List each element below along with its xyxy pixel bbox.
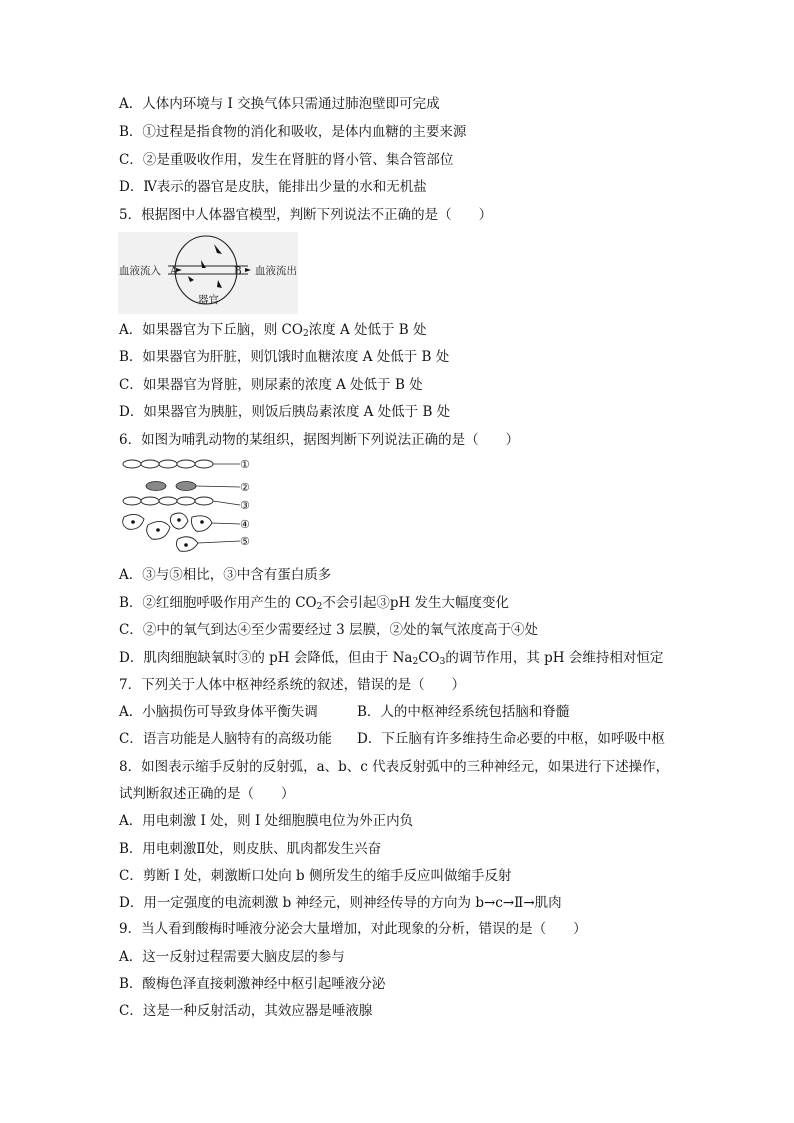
q8-option-a: A．用电刺激 I 处，则 I 处细胞膜电位为外正内负	[119, 813, 414, 829]
outflow-label: 血液流出	[255, 265, 297, 277]
inflow-label: 血液流入	[119, 265, 161, 277]
point-b-label: B	[234, 265, 242, 277]
q8-option-d: D．用一定强度的电流刺激 b 神经元，则神经传导的方向为 b→c→Ⅱ→肌肉	[119, 895, 562, 911]
q7-option-c: C．语言功能是人脑特有的高级功能	[119, 731, 332, 747]
organ-model-diagram	[118, 232, 298, 314]
q8-stem-line2: 试判断叙述正确的是（ ）	[119, 786, 295, 802]
q7-option-d: D．下丘脑有许多维持生命必要的中枢，如呼吸中枢	[357, 731, 665, 747]
label-5: ⑤	[240, 535, 250, 548]
organ-model-figure	[118, 232, 298, 314]
q5-option-c: C．如果器官为肾脏，则尿素的浓度 A 处低于 B 处	[119, 377, 423, 393]
label-1: ①	[240, 458, 250, 471]
organ-label: 器官	[198, 294, 219, 306]
q9-option-a: A．这一反射过程需要大脑皮层的参与	[119, 949, 345, 965]
q4-option-b: B．①过程是指食物的消化和吸收，是体内血糖的主要来源	[119, 124, 467, 140]
q7-option-b: B．人的中枢神经系统包括脑和脊髓	[357, 704, 570, 720]
q6-stem: 6．如图为哺乳动物的某组织，据图判断下列说法正确的是（ ）	[119, 432, 520, 448]
q5-option-b: B．如果器官为肝脏，则饥饿时血糖浓度 A 处低于 B 处	[119, 349, 450, 365]
tissue-figure	[118, 455, 268, 559]
tissue-diagram	[118, 455, 268, 559]
label-2: ②	[240, 481, 250, 494]
q8-option-c: C．剪断 I 处，刺激断口处向 b 侧所发生的缩手反应叫做缩手反射	[119, 868, 512, 884]
label-3: ③	[240, 499, 250, 512]
q7-option-a: A．小脑损伤可导致身体平衡失调	[119, 704, 318, 720]
q4-option-d: D．Ⅳ表示的器官是皮肤，能排出少量的水和无机盐	[119, 179, 427, 195]
q9-stem: 9．当人看到酸梅时唾液分泌会大量增加，对此现象的分析，错误的是（ ）	[119, 921, 587, 937]
q6-option-b: B．②红细胞呼吸作用产生的 $CO_2$不会引起③pH 发生大幅度变化	[119, 595, 510, 612]
q5-stem: 5．根据图中人体器官模型，判断下列说法不正确的是（ ）	[119, 207, 493, 223]
q7-stem: 7．下列关于人体中枢神经系统的叙述，错误的是（ ）	[119, 677, 466, 693]
q6-option-d: D．肌肉细胞缺氧时③的 pH 会降低，但由于 $Na_2CO_3$的调节作用，其 pH 会维持相对恒定	[119, 650, 664, 667]
q9-option-c: C．这是一种反射活动，其效应器是唾液腺	[119, 1003, 373, 1019]
q8-option-b: B．用电刺激Ⅱ处，则皮肤、肌肉都发生兴奋	[119, 841, 382, 857]
q4-option-c: C．②是重吸收作用，发生在肾脏的肾小管、集合管部位	[119, 152, 454, 168]
q5-option-a: A．如果器官为下丘脑，则 $CO_2$浓度 A 处低于 B 处	[119, 322, 427, 339]
q4-option-a: A．人体内环境与 I 交换气体只需通过肺泡壁即可完成	[119, 96, 440, 112]
q8-stem-line1: 8．如图表示缩手反射的反射弧，a、b、c 代表反射弧中的三种神经元，如果进行下述操作，	[119, 759, 670, 775]
point-a-label: A	[170, 265, 178, 277]
q6-option-c: C．②中的氧气到达④至少需要经过 3 层膜，②处的氧气浓度高于④处	[119, 622, 539, 638]
q9-option-b: B．酸梅色泽直接刺激神经中枢引起唾液分泌	[119, 976, 386, 992]
label-4: ④	[240, 518, 250, 531]
q5-option-d: D．如果器官为胰脏，则饭后胰岛素浓度 A 处低于 B 处	[119, 404, 451, 420]
q6-option-a: A．③与⑤相比，③中含有蛋白质多	[119, 567, 332, 583]
